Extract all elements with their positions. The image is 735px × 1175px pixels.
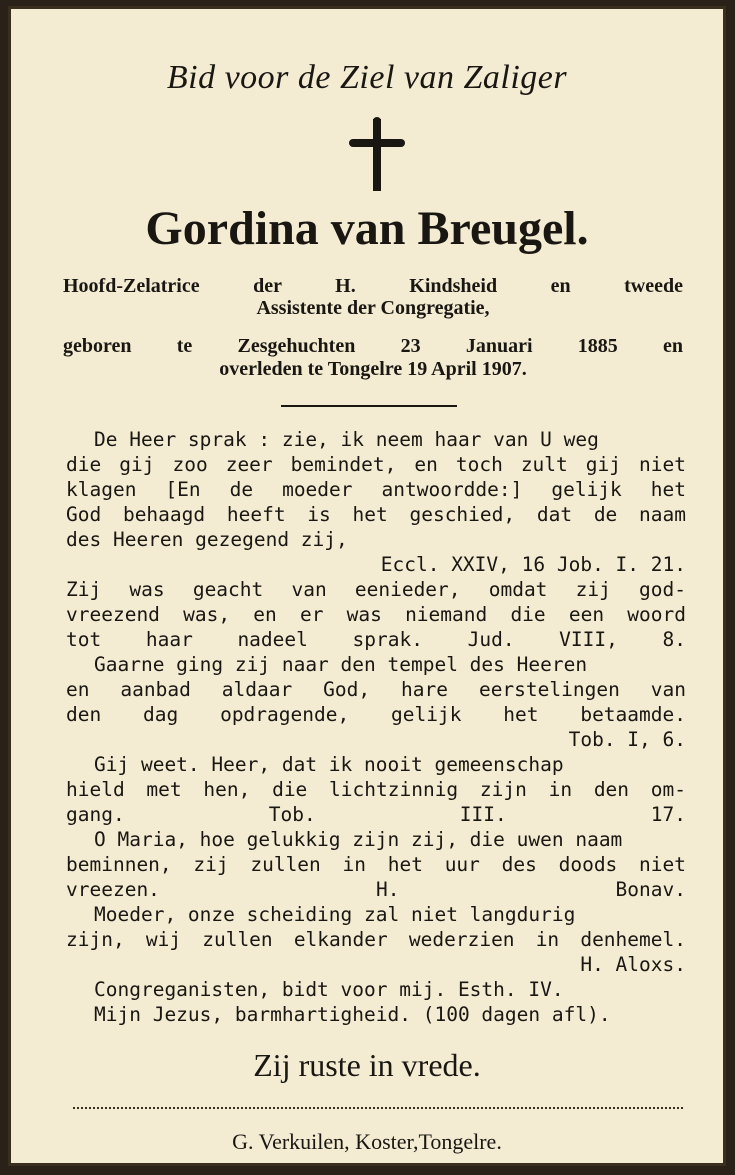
verse-line: H. Aloxs. xyxy=(580,953,686,976)
dotted-divider xyxy=(73,1107,683,1109)
printer-credit: G. Verkuilen, Koster,Tongelre. xyxy=(232,1129,502,1154)
verse-line: O Maria, hoe gelukkig zijn zij, die uwen naam xyxy=(94,828,623,851)
deceased-name: Gordina van Breugel. xyxy=(145,202,589,255)
divider xyxy=(281,405,457,407)
verse-line: hield met hen, die lichtzinnig zijn in den om- xyxy=(66,778,686,801)
verse-line: De Heer sprak : zie, ik neem haar van U weg xyxy=(94,428,599,451)
verse-line: klagen [En de moeder antwoordde:] gelijk het xyxy=(66,478,686,501)
closing-line: Zij ruste in vrede. xyxy=(253,1047,481,1083)
verse-line: beminnen, zij zullen in het uur des doods niet xyxy=(66,853,686,876)
verse-line: tot haar nadeel sprak. Jud. VIII, 8. xyxy=(66,628,686,651)
role-line-1: Hoofd-Zelatrice der H. Kindsheid en tweede xyxy=(63,275,683,297)
verse-line: Gij weet. Heer, dat ik nooit gemeenschap xyxy=(94,753,564,776)
verse-line: vreezend was, en er was niemand die een woord xyxy=(66,603,686,626)
verse-line: gang. Tob. III. 17. xyxy=(66,803,686,826)
verse-line: Eccl. XXIV, 16 Job. I. 21. xyxy=(380,553,686,576)
cross-icon xyxy=(349,117,405,193)
memorial-card xyxy=(8,6,726,1166)
verse-line: God behaagd heeft is het geschied, dat de naam xyxy=(66,503,686,526)
verse-line: Congreganisten, bidt voor mij. Esth. IV. xyxy=(94,978,564,1001)
dates-line-1: geboren te Zesgehuchten 23 Januari 1885 en xyxy=(63,335,683,357)
prayer-heading: Bid voor de Ziel van Zaliger xyxy=(166,59,568,96)
verse-line: Zij was geacht van eenieder, omdat zij god- xyxy=(66,578,686,601)
verse-line: die gij zoo zeer bemindet, en toch zult gij niet xyxy=(66,453,686,476)
verse-line: Moeder, onze scheiding zal niet langdurig xyxy=(94,903,576,926)
dates-line-2: overleden te Tongelre 19 April 1907. xyxy=(219,358,527,380)
verse-line: vreezen. H. Bonav. xyxy=(66,878,686,901)
verse-line: Gaarne ging zij naar den tempel des Heeren xyxy=(94,653,588,676)
role-line-2: Assistente der Congregatie, xyxy=(256,297,490,319)
verse-line: des Heeren gezegend zij, xyxy=(66,528,348,551)
verse-line: Tob. I, 6. xyxy=(568,728,686,751)
verse-block xyxy=(66,427,686,1027)
verse-line: en aanbad aldaar God, hare eerstelingen van xyxy=(66,678,686,701)
verse-line: zijn, wij zullen elkander wederzien in denhemel. xyxy=(66,928,686,951)
verse-line: Mijn Jezus, barmhartigheid. (100 dagen afl). xyxy=(94,1003,611,1026)
verse-line: den dag opdragende, gelijk het betaamde. xyxy=(66,703,686,726)
